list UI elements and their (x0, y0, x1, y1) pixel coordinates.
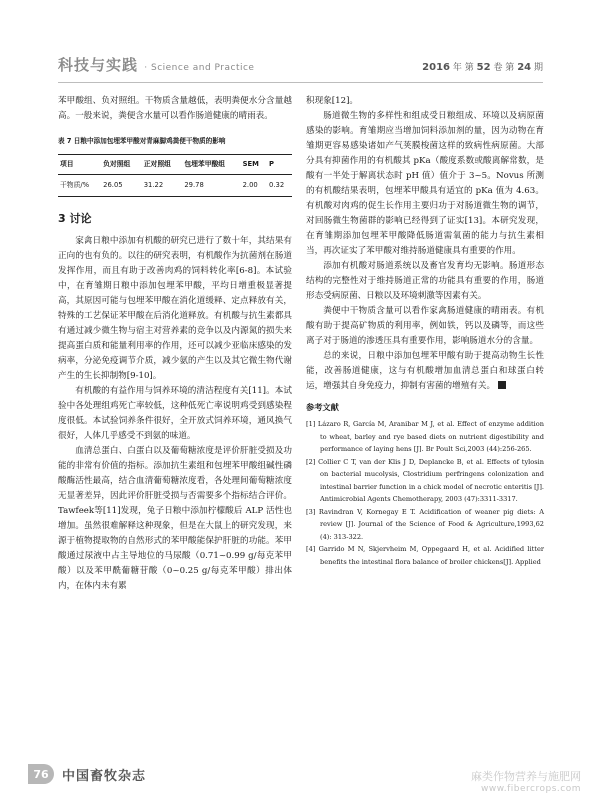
paragraph: 积现象[12]。 (306, 96, 359, 106)
table-cell: 干物质/% (58, 175, 101, 197)
paragraph: 家禽日粮中添加有机酸的研究已进行了数十年，其结果有正向的也有负的。以往的研究表明，有机酸作为抗菌剂在肠道发挥作用，而且有助于改善肉鸡的饲料转化率[6-8]。本试验中，在育雏期日粮中添加包埋苯甲酸，平均日增重极显著提高，其原因可能与包埋苯甲酸在消化道缓释、定点释放有关，特殊的工艺保证苯甲酸在后消化道释放。有机酸与抗生素都具有通过减少微生物与宿主对营养素的竞争以及内源氮的损失来提高蛋白质和能量利用率的作用，还可以减少亚临床感染的发病率，分泌免疫调节介质，减少氨的产生以及其它微生物代谢产生的生长抑制物[9-10]。 (58, 236, 292, 381)
table-cell: 26.05 (101, 175, 142, 197)
issue-number: 24 (517, 62, 532, 73)
paragraph: 添加有机酸对肠道系统以及畜官发育均无影响。肠道形态结构的完整性对于维持肠道正常的功能具有重要的作用，肠道形态受病原菌、日粮以及环境刺激等因素有关。 (306, 261, 544, 301)
col-header: SEM (241, 155, 267, 175)
paragraph: 有机酸的有益作用与饲养环境的清洁程度有关[11]。本试验中各处理组鸡死亡率较低，这种低死亡率说明鸡受到感染程度很低。本试验饲养条件很好，全开放式饲养环境，通风换气很好，人体几乎感受不到氨的味道。 (58, 386, 292, 441)
col-header: 包埋苯甲酸组 (182, 155, 240, 175)
paragraph (306, 349, 544, 394)
reference-item: [2] Collier C T, van der Klis J D, Deplancke B, et al. Effects of tylosin on bacterial mucolysis, Clostridium perfringens colonization and intestinal barrier function in a chick model of necrotic enteritis [J]. Antimicrobial Agents Chemotherapy, 2003 (47):3311-3317. (306, 457, 544, 503)
issue-text: 年 第 (452, 63, 474, 73)
table-cell: 0.32 (267, 175, 292, 197)
journal-section-title: 科技与实践 · Science and Practice (58, 56, 255, 74)
section-title-en: Science and Practice (150, 63, 255, 73)
left-column (58, 94, 292, 594)
page-footer (28, 764, 146, 784)
issue-text: 卷 第 (493, 63, 515, 73)
table-cell: 29.78 (182, 175, 240, 197)
watermark (471, 770, 581, 796)
reference-item: [1] Lázaro R, García M, Aranibar M J, et al. Effect of enzyme addition to wheat, barley and rye based diets on nutrient digestibility and performance of laying hens [J]. Br Poult Sci,2003 (44):256-265. (306, 420, 544, 453)
table-cell: 31.22 (142, 175, 183, 197)
reference-item: [4] Garrido M N, Skjervheim M, Oppegaard H, et al. Acidified litter benefits the intestinal flora balance of broiler chickens[J]. Applied (306, 545, 544, 566)
table-header-row (58, 155, 292, 175)
page-number: 76 (28, 764, 54, 784)
reference-list (306, 418, 544, 568)
watermark-cn: 麻类作物营养与施肥网 (471, 770, 581, 783)
paragraph: 肠道微生物的多样性和组成受日粮组成、环境以及病原菌感染的影响。育雏期应当增加饲料添加剂的量，因为动物在育雏期更容易感染诸如产气荚膜梭菌这样的致病性病原菌。大部分具有抑菌作用的有机酸其 pKa（酸度系数或酸离解常数，是酸有一半处于解离状态时 pH 值）值介于 3~5。Novus 所测的有机酸结果表明，包埋苯甲酸具有适宜的 pKa 值为 4.63。有机酸对肉鸡的促生长作用主要归功于对肠道微生物的调节，对回肠微生物菌群的影响已经得到了证实[13]。本研究发现，在育雏期添加包埋苯甲酸降低肠道需氧菌的能力与抗生素相当，再次证实了苯甲酸对维持肠道健康具有重要的作用。 (306, 111, 544, 256)
table-caption: 表 7 日粮中添加包埋苯甲酸对青麻脚鸡粪便干物质的影响 (58, 137, 226, 145)
issue-info (422, 60, 543, 73)
col-header: P (267, 155, 292, 175)
table-row (58, 175, 292, 197)
references-heading: 参考文献 (306, 402, 339, 412)
paragraph: 粪便中干物质含量可以看作家禽肠道健康的晴雨表。有机酸有助于提高矿物质的利用率，例如铁，钙以及磷等，而这些离子对于肠道的渗透压具有重要作用，影响肠道水分的含量。 (306, 306, 544, 346)
data-table (58, 154, 292, 197)
reference-item: [3] Ravindran V, Kornegay E T. Acidification of weaner pig diets: A review [J]. Journal of the Science of Food & Agriculture,1993,62 (4): 313-322. (306, 507, 544, 541)
issue-volume: 52 (476, 62, 491, 73)
col-header: 负对照组 (101, 155, 142, 175)
table-cell: 2.00 (241, 175, 267, 197)
end-mark-icon (498, 381, 506, 389)
right-column (306, 94, 544, 568)
paragraph: 血清总蛋白、白蛋白以及葡萄糖浓度是评价肝脏受损及功能的非常有价值的指标。添加抗生素组和包埋苯甲酸组碱性磷酸酶活性最高，结合血清葡萄糖浓度看，各处理间葡萄糖浓度无显著差异，因此评价肝脏受损与否需要多个指标结合评价。Tawfeek等[11]发现，兔子日粮中添加柠檬酸后 ALP 活性也增加。虽然很难解释这种现象，但是在大鼠上的研究发现，来源于植物提取物的自然形式的苯甲酸能保护肝脏的功能。苯甲酸通过尿液中占主导地位的马尿酸（0.71~0.99 g/每克苯甲酸）以及苯甲酰葡糖苷酸（0~0.25 g/每克苯甲酸）排出体内，在体内未有累 (58, 446, 292, 591)
journal-logo-text: 中国畜牧杂志 (62, 768, 147, 784)
issue-year: 2016 (422, 62, 451, 73)
issue-text: 期 (533, 63, 543, 73)
section-heading: 3 讨论 (58, 212, 92, 225)
col-header: 正对照组 (142, 155, 183, 175)
section-title-cn: 科技与实践 (58, 56, 139, 74)
header-rule (58, 82, 543, 83)
paragraph-text: 总的来说，日粮中添加包埋苯甲酸有助于提高动物生长性能，改善肠道健康，这与有机酸增加血清总蛋白和球蛋白转运，增强其自身免疫力，抑制有害菌的增殖有关。 (306, 351, 544, 391)
col-header: 项目 (58, 155, 101, 175)
paragraph: 苯甲酸组、负对照组。干物质含量越低，表明粪便水分含量越高。一般来说，粪便含水量可以看作肠道健康的晴雨表。 (58, 96, 292, 121)
watermark-url: www.fibercrops.com (481, 784, 581, 794)
